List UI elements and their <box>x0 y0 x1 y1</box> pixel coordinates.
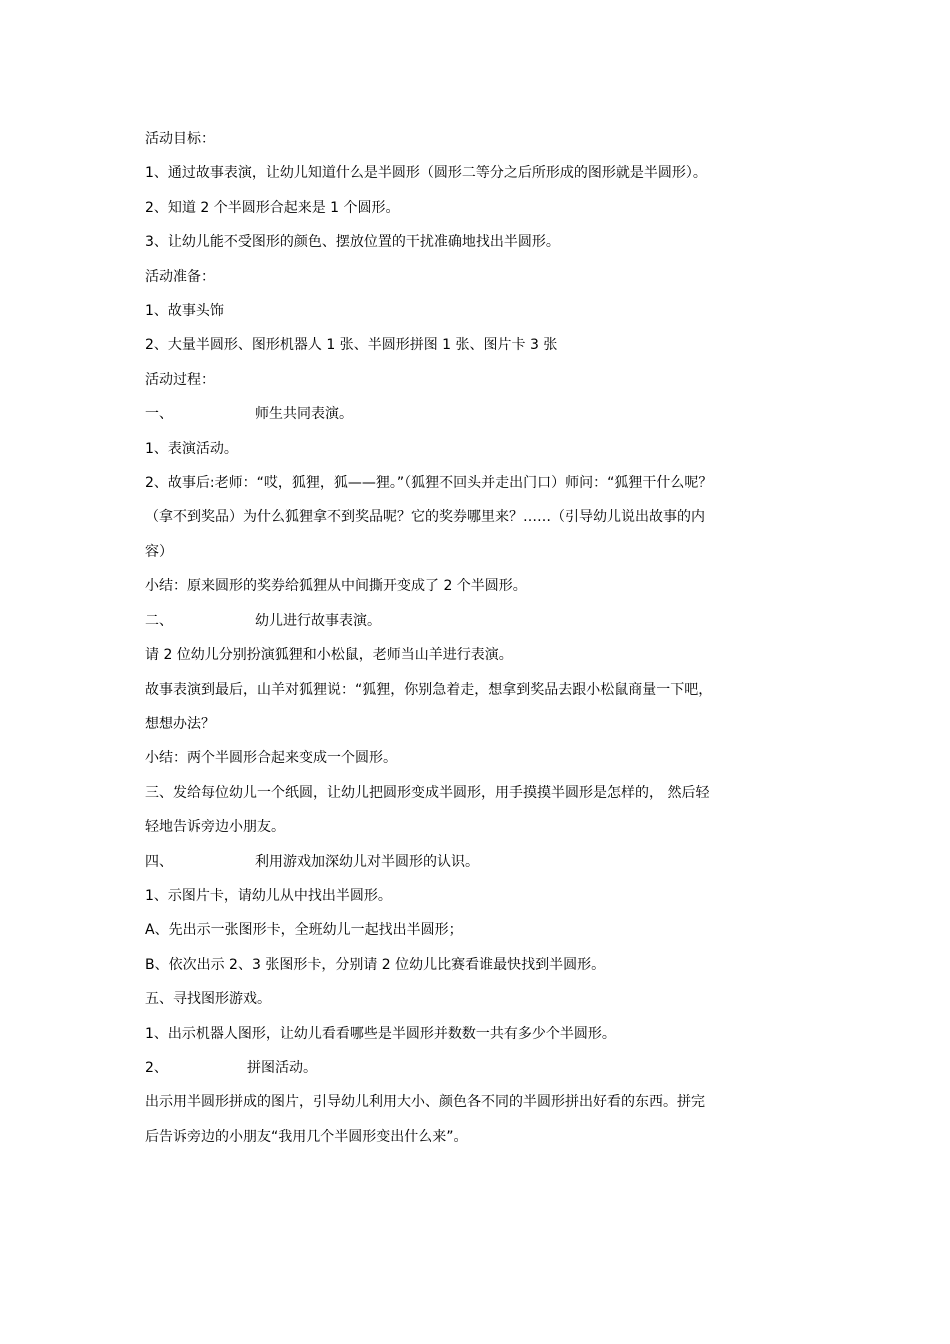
step-1-item-2-line-b: （拿不到奖品）为什么狐狸拿不到奖品呢？它的奖券哪里来？……（引导幼儿说出故事的内 <box>145 509 705 526</box>
step-5-item-1: 1、出示机器人图形，让幼儿看看哪些是半圆形并数数一共有多少个半圆形。 <box>145 1025 616 1042</box>
step-2-item-2-line-b: 想想办法？ <box>145 715 215 732</box>
step-1-item-1: 1、表演活动。 <box>145 440 238 457</box>
step-1-item-2-line-a: 2、故事后:老师：“哎，狐狸，狐——狸。”（狐狸不回头并走出门口）师问：“狐狸干什么呢？ <box>145 475 713 492</box>
summary-1: 小结：原来圆形的奖券给狐狸从中间撕开变成了 2 个半圆形。 <box>145 578 527 595</box>
step-4-item-b: B、依次出示 2、3 张图形卡，分别请 2 位幼儿比赛看谁最快找到半圆形。 <box>145 956 606 973</box>
summary-2: 小结：两个半圆形合起来变成一个圆形。 <box>145 750 397 767</box>
goal-item-3: 3、让幼儿能不受图形的颜色、摆放位置的干扰准确地找出半圆形。 <box>145 234 560 251</box>
step-4-title: 利用游戏加深幼儿对半圆形的认识。 <box>255 853 479 870</box>
step-5-item-2-line-a: 出示用半圆形拼成的图片，引导幼儿利用大小、颜色各不同的半圆形拼出好看的东西。拼完 <box>145 1094 705 1111</box>
step-2-title: 幼儿进行故事表演。 <box>255 612 381 629</box>
prep-item-2: 2、大量半圆形、图形机器人 1 张、半圆形拼图 1 张、图片卡 3 张 <box>145 337 558 354</box>
prep-item-1: 1、故事头饰 <box>145 303 224 320</box>
document-page <box>145 122 820 1154</box>
step-5-heading: 五、寻找图形游戏。 <box>145 991 271 1008</box>
step-3-line-b: 轻地告诉旁边小朋友。 <box>145 819 285 836</box>
step-5-item-2-line-b: 后告诉旁边的小朋友“我用几个半圆形变出什么来”。 <box>145 1128 468 1145</box>
step-2-item-2-line-a: 故事表演到最后，山羊对狐狸说：“狐狸，你别急着走，想拿到奖品去跟小松鼠商量一下吧， <box>145 681 713 698</box>
step-4-number: 四、 <box>145 853 173 870</box>
step-1-item-2-line-c: 容） <box>145 543 173 560</box>
process-heading: 活动过程： <box>145 371 215 388</box>
goal-item-2: 2、知道 2 个半圆形合起来是 1 个圆形。 <box>145 199 400 216</box>
step-2-heading <box>145 604 820 638</box>
goal-item-1: 1、通过故事表演，让幼儿知道什么是半圆形（圆形二等分之后所形成的图形就是半圆形）。 <box>145 165 707 182</box>
step-5-item-2-heading <box>145 1051 820 1085</box>
step-4-item-a: A、先出示一张图形卡，全班幼儿一起找出半圆形； <box>145 922 463 939</box>
step-1-title: 师生共同表演。 <box>255 406 353 423</box>
step-2-number: 二、 <box>145 612 173 629</box>
step-1-number: 一、 <box>145 406 173 423</box>
prep-heading: 活动准备： <box>145 268 215 285</box>
step-5-item-2-number: 2、 <box>145 1059 168 1076</box>
step-4-heading <box>145 845 820 879</box>
goal-heading: 活动目标： <box>145 131 215 147</box>
step-1-heading <box>145 397 820 431</box>
step-3-line-a: 三、发给每位幼儿一个纸圆，让幼儿把圆形变成半圆形，用手摸摸半圆形是怎样的， 然后轻 <box>145 784 710 801</box>
step-2-item-1: 请 2 位幼儿分别扮演狐狸和小松鼠，老师当山羊进行表演。 <box>145 647 513 664</box>
step-4-item-1: 1、示图片卡，请幼儿从中找出半圆形。 <box>145 887 392 904</box>
step-5-item-2-title: 拼图活动。 <box>247 1059 317 1076</box>
